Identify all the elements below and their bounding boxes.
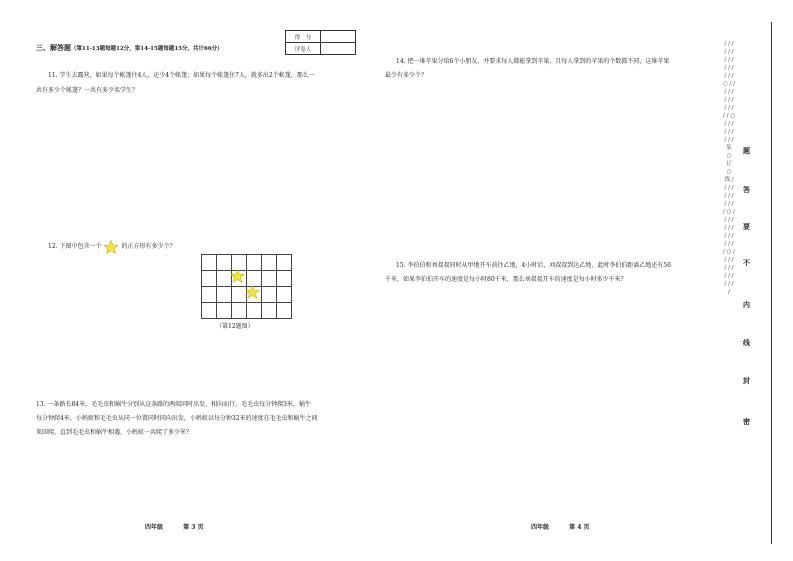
question-15-line-1: 15. 李伯伯和刘叔叔同时从甲地开车前往乙地，4小时后，刘叔叔到达乙地，此时李伯伯距离乙地还有56 <box>396 262 671 269</box>
question-11-line-1: 11. 学生去露营，如果每个帐篷住4人，还少4个帐篷；如果每个帐篷住7人，就多出2个帐篷，那么一 <box>48 72 315 79</box>
question-12-suffix: 的正方形有多少个？ <box>121 243 176 250</box>
question-12-prefix: 12. 下图中包含一个 <box>48 243 102 250</box>
binding-separator: / / / / / / / / / / / / / / / ○ / / / / / / / / / / / / / ○ / / / / / / / / / 装 ○ 订 ○ 线 / / / / / / / / / / / ○ / / / / / / / / / / / / / / ○ / / / / / / / / / / / / / / <box>723 41 736 295</box>
binding-char: 题 <box>743 146 750 155</box>
section-title <box>36 43 223 53</box>
grader-value-cell <box>321 43 356 55</box>
question-12 <box>48 240 175 254</box>
question-13-line-3: 来回爬，直到毛毛虫和蜗牛相遇，小蚂蚁一共爬了多少米？ <box>36 429 193 436</box>
footer-left <box>145 522 203 531</box>
footer-left-page: 第 3 页 <box>183 524 204 531</box>
question-15-line-2: 千米，如果李伯伯开车的速度是每小时80千米，那么刘叔叔开车的速度是每小时多少千米？ <box>385 276 627 283</box>
score-box <box>285 30 356 55</box>
question-12-caption: （第12题图） <box>216 323 254 330</box>
question-13-line-2: 每分钟爬4米，小蚂蚁和毛毛虫从同一位置同时同向出发，小蚂蚁以每分钟32米的速度在毛毛虫和蜗牛之间 <box>36 415 318 422</box>
binding-char: 封 <box>743 376 750 385</box>
binding-char: 不 <box>743 258 750 267</box>
section-title-main: 三、解答题 <box>36 43 71 52</box>
page-border <box>771 22 772 544</box>
question-13-line-1: 13. 一条路长84米，毛毛虫和蜗牛分别从这条路的两端同时出发，相向而行，毛毛虫每分钟爬3米，蜗牛 <box>36 401 311 408</box>
grid-star-icon <box>230 269 245 283</box>
footer-right <box>531 522 589 531</box>
binding-char: 内 <box>743 300 750 309</box>
grid-star-icon <box>245 285 260 299</box>
footer-right-grade: 四年级 <box>531 524 550 531</box>
question-14-line-1: 14. 把一堆苹果分给6个小朋友，并要求每人都能拿到苹果，且每人拿到的苹果的个数都不同，这堆苹果 <box>396 58 670 65</box>
binding-char: 线 <box>743 338 750 347</box>
score-value-cell <box>321 31 356 43</box>
binding-char: 密 <box>743 417 750 426</box>
footer-right-page: 第 4 页 <box>569 524 590 531</box>
question-14-line-2: 最少有多少个？ <box>385 72 428 79</box>
grader-label: 评卷人 <box>286 43 321 55</box>
score-label: 得 分 <box>286 31 321 43</box>
section-title-note: （第11-13题每题12分，第14-15题每题15分，共计66分） <box>71 46 223 52</box>
binding-char: 答 <box>743 185 750 194</box>
binding-char: 要 <box>743 222 750 231</box>
question-11-line-2: 共有多少个帐篷？一共有多少名学生？ <box>36 87 139 94</box>
footer-left-grade: 四年级 <box>145 524 164 531</box>
star-icon <box>103 240 119 254</box>
